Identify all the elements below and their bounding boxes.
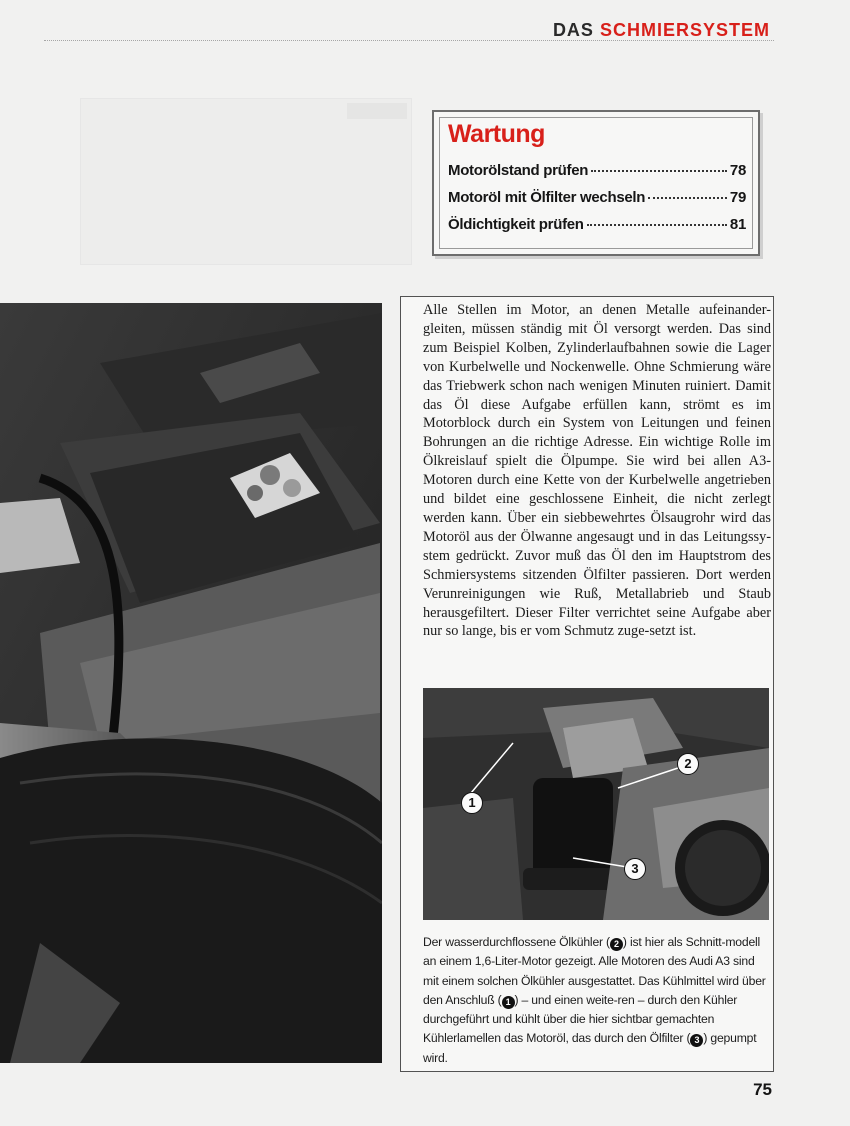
show-through-tag: [347, 103, 407, 119]
caption-text: ) – und einen weite-ren – durch den Kühler durchgeführt und kühlt über die hier sichtbar gemachten Kühlerlamellen das Motoröl, das durch den Ölfilter (: [423, 992, 738, 1046]
toc-item-label: Motorölstand prüfen: [448, 162, 589, 179]
caption-text: ) gepumpt wird.: [423, 1031, 757, 1065]
callout-bullet: 1: [502, 996, 515, 1009]
callout-2: 2: [677, 753, 699, 775]
header-title-part2: SCHMIERSYSTEM: [599, 20, 770, 40]
toc-leader-dots: [587, 224, 727, 226]
engine-bay-photo: [0, 303, 382, 1063]
body-paragraph: Alle Stellen im Motor, an denen Metalle aufeinander-gleiten, müssen ständig mit Öl versorgt werden. Das sind zum Beispiel Kolben, Zylinderlaufbahnen sowie die Lager von Kurbelwelle und Nockenwelle. Ohne Schmierung wäre das Triebwerk schon nach wenigen Minuten ruiniert. Damit das Öl diese Aufgabe erfüllen kann, strömt es im Motorblock durch ein System von Leitungen und feinen Bohrungen an die richtige Adresse. Ein wichtige Rolle im Ölkreislauf spielt die Ölpumpe. Sie wird bei allen A3-Motoren durch eine Kette von der Kurbelwelle angetrieben und bildet eine geschlossene Einheit, die nicht zerlegt werden kann. Über ein siebbewehrtes Ölsaugrohr wird das Motoröl aus der Ölwanne angesaugt und in das Leitungssy-stem gedrückt. Zuvor muß das Öl den im Hauptstrom des Schmiersystems sitzenden Ölfilter passieren. Dort werden Verunreinigungen wie Ruß, Metallabrieb und Staub herausgefiltert. Dieser Filter verrichtet seine Aufgabe aber nur so lange, bis er vom Schmutz zuge-setzt ist.: [423, 302, 771, 640]
callout-bullet: 3: [690, 1034, 703, 1047]
toc-leader-dots: [648, 197, 727, 199]
callout-1: 1: [461, 792, 483, 814]
header-title-part1: DAS: [552, 20, 594, 40]
page-number: 75: [753, 1080, 772, 1099]
article-text-box: [400, 296, 774, 1072]
toc-item-page: 78: [729, 162, 746, 179]
toc-item[interactable]: [448, 189, 746, 211]
oil-cooler-photo: [423, 688, 769, 920]
toc-leader-dots: [591, 170, 727, 172]
running-header: [553, 20, 770, 41]
callout-bullet: 2: [610, 938, 623, 951]
show-through-box: [80, 98, 412, 265]
toc-item[interactable]: [448, 162, 746, 184]
toc-item[interactable]: [448, 216, 746, 238]
toc-inner-frame: [439, 117, 753, 249]
toc-item-label: Öldichtigkeit prüfen: [448, 216, 584, 233]
maintenance-toc-box: [432, 110, 760, 256]
toc-item-page: 81: [729, 216, 746, 233]
figure-caption: [423, 933, 769, 1068]
caption-text: ) ist hier als Schnitt-modell an einem 1,6-Liter-Motor gezeigt. Alle Motoren des Audi A3 sind mit einem solchen Ölkühler ausgestattet. Das Kühlmittel wird über den Anschluß (: [423, 935, 766, 1007]
callout-3: 3: [624, 858, 646, 880]
toc-item-label: Motoröl mit Ölfilter wechseln: [448, 189, 646, 206]
toc-title: Wartung: [448, 120, 545, 148]
toc-item-page: 79: [729, 189, 746, 206]
caption-text: Der wasserdurchflossene Ölkühler (: [423, 935, 610, 949]
